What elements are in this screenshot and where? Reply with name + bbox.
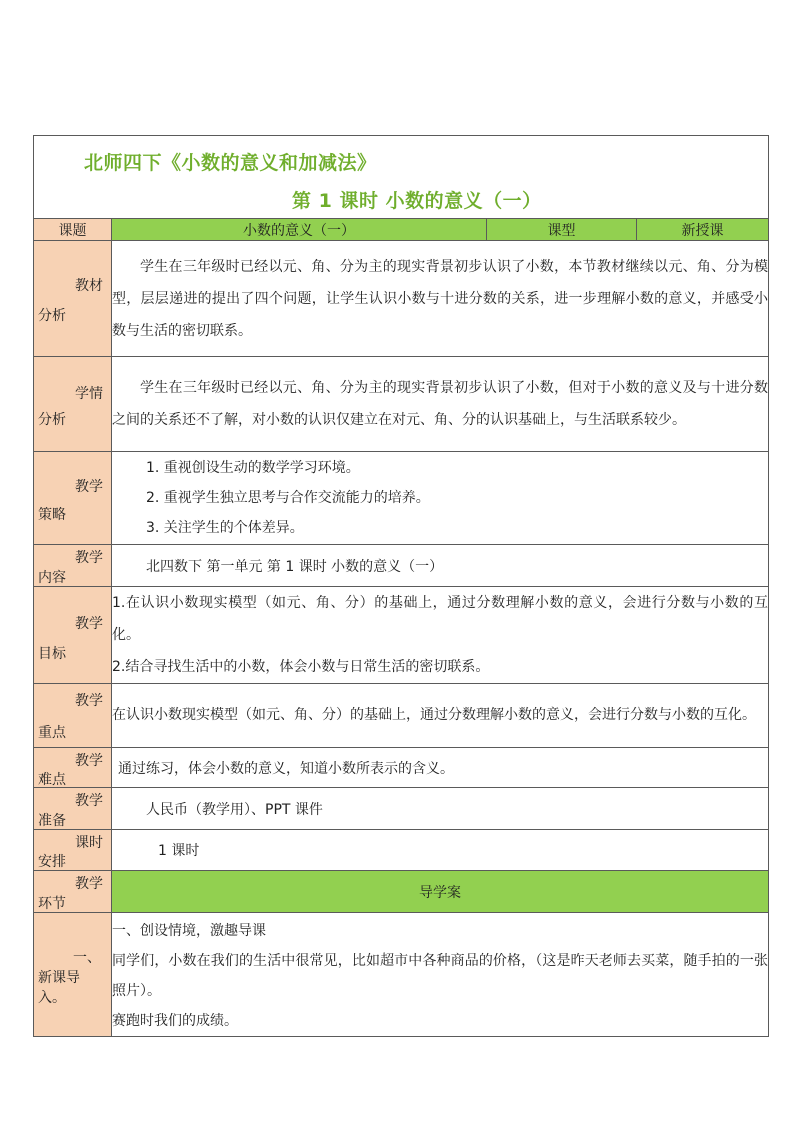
label-line: 重点 [38,725,66,741]
topic-value: 小数的意义（一） [112,219,487,241]
stage-row [34,871,769,913]
topic-row [34,219,769,241]
label-line: 教学 [75,693,103,709]
series-title: 北师四下《小数的意义和加减法》 [84,152,377,174]
strategy-item: 2. 重视学生独立思考与合作交流能力的培养。 [146,490,430,506]
difficulties-label [34,748,112,788]
intro-row [34,913,769,1037]
lesson-title: 第 1 课时 小数的意义（一） [292,190,542,212]
goal-item: 1.在认识小数现实模型（如元、角、分）的基础上，通过分数理解小数的意义，会进行分数与小数的互化。 [112,595,768,643]
label-line: 教学 [75,550,103,566]
label-line: 目标 [38,646,66,662]
label-line: 分析 [38,308,66,324]
textbook-analysis-text: 学生在三年级时已经以元、角、分为主的现实背景初步认识了小数，本节教材继续以元、角、分为模型，层层递进的提出了四个问题，让学生认识小数与十进分数的关系，进一步理解小数的意义，并感受小数与生活的密切联系。 [112,241,769,357]
label-line: 教学 [75,616,103,632]
strategy-row [34,452,769,545]
type-value: 新授课 [637,219,769,241]
intro-text [112,913,769,1037]
goal-item: 2.结合寻找生活中的小数，体会小数与日常生活的密切联系。 [112,659,490,675]
difficulties-text: 通过练习，体会小数的意义，知道小数所表示的含义。 [112,748,769,788]
lesson-plan-table [33,135,769,1037]
textbook-analysis-label [34,241,112,357]
strategy-item: 1. 重视创设生动的数学学习环境。 [146,460,360,476]
intro-line: 赛跑时我们的成绩。 [112,1012,238,1029]
label-line: 分析 [38,412,66,428]
strategy-label [34,452,112,545]
student-analysis-text: 学生在三年级时已经以元、角、分为主的现实背景初步认识了小数，但对于小数的意义及与十进分数之间的关系还不了解，对小数的认识仅建立在对元、角、分的认识基础上，与生活联系较少。 [112,357,769,452]
schedule-row [34,830,769,871]
content-row [34,545,769,587]
label-line: 教学 [75,876,103,892]
label-line: 教学 [75,479,103,495]
key-points-text: 在认识小数现实模型（如元、角、分）的基础上，通过分数理解小数的意义，会进行分数与小数的互化。 [112,684,769,748]
preparation-label [34,788,112,830]
strategy-item: 3. 关注学生的个体差异。 [146,520,304,536]
goals-label [34,587,112,684]
label-line: 安排 [38,854,66,870]
label-line: 策略 [38,507,66,523]
label-line: 内容 [38,570,66,586]
topic-label: 课题 [34,219,112,241]
stage-label [34,871,112,913]
key-points-label [34,684,112,748]
label-line: 环节 [38,896,66,912]
content-text: 北四数下 第一单元 第 1 课时 小数的意义（一） [112,545,769,587]
label-line: 教学 [75,753,103,769]
label-line: 新课导 [38,970,80,986]
intro-label [34,913,112,1037]
strategy-list [112,452,769,545]
label-line: 课时 [75,835,103,851]
content-label [34,545,112,587]
stage-value: 导学案 [112,871,769,913]
label-line: 学情 [75,386,103,402]
label-line: 难点 [38,772,66,788]
textbook-analysis-row [34,241,769,357]
schedule-label [34,830,112,871]
intro-line: 一、创设情境，激趣导课 [112,922,266,939]
intro-line: 同学们，小数在我们的生活中很常见，比如超市中各种商品的价格，（这是昨天老师去买菜，随手拍的一张照片）。 [112,952,768,999]
title-cell [34,136,769,219]
type-label: 课型 [487,219,637,241]
difficulties-row [34,748,769,788]
label-line: 一、 [73,950,101,966]
label-line: 准备 [38,813,66,829]
title-row [34,136,769,219]
label-line: 教材 [75,278,103,294]
lesson-plan-sheet [33,135,768,1037]
goals-row [34,587,769,684]
goals-list [112,587,769,684]
preparation-text: 人民币（教学用）、PPT 课件 [112,788,769,830]
student-analysis-row [34,357,769,452]
student-analysis-label [34,357,112,452]
schedule-text: 1 课时 [112,830,769,871]
preparation-row [34,788,769,830]
key-points-row [34,684,769,748]
label-line: 入。 [38,990,66,1006]
label-line: 教学 [75,793,103,809]
